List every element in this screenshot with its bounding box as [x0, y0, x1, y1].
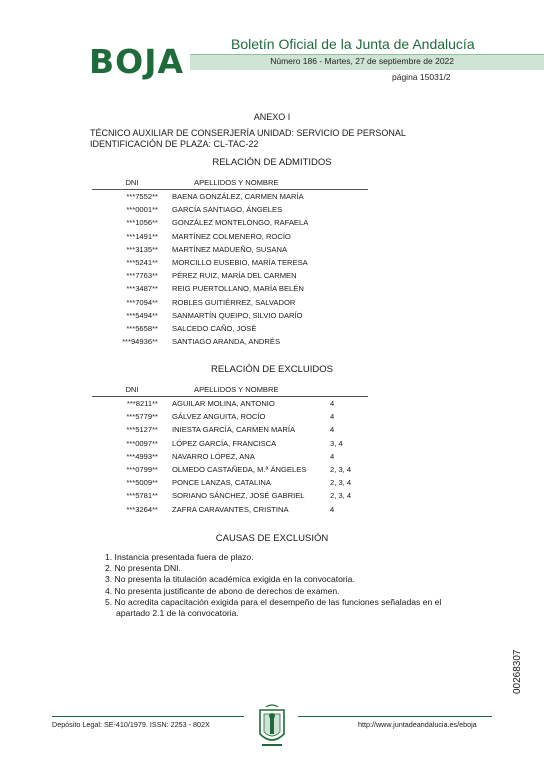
cause-codes-cell: 4 — [330, 451, 335, 461]
cause-item: 3. No presenta la titulación académica exigida en la convocatoria. — [105, 574, 355, 585]
table-row — [92, 335, 368, 348]
name-cell: MORCILLO EUSEBIO, MARÍA TERESA — [172, 258, 308, 268]
dni-cell: ***5494** — [126, 310, 158, 320]
cause-item: 4. No presenta justificante de abono de derechos de examen. — [105, 585, 340, 596]
admitted-title: RELACIÓN DE ADMITIDOS — [212, 157, 332, 168]
causes-header — [330, 385, 368, 397]
document-id: 00268307 — [512, 649, 523, 694]
admitted-header-row — [92, 178, 368, 190]
table-row — [92, 230, 368, 243]
name-cell: PONCE LANZAS, CATALINA — [172, 478, 271, 488]
table-row — [92, 282, 368, 295]
dni-cell: ***7094** — [126, 297, 158, 307]
cause-codes-cell: 4 — [330, 425, 335, 435]
name-cell: ROBLES GUITIÉRREZ, SALVADOR — [172, 297, 296, 307]
dni-cell: ***3487** — [126, 284, 158, 294]
name-cell: OLMEDO CASTAÑEDA, M.ª ÁNGELES — [172, 465, 307, 475]
dni-cell: ***0097** — [126, 438, 158, 448]
issue-line: Número 186 - Martes, 27 de septiembre de 2022 — [270, 56, 454, 66]
boja-logo: BOJA — [89, 42, 185, 81]
cause-item: 1. Instancia presentada fuera de plazo. — [105, 552, 254, 562]
footer-rule-left — [52, 716, 244, 717]
dni-cell: ***1056** — [126, 218, 158, 228]
table-row — [92, 309, 368, 322]
dni-cell: ***3264** — [126, 504, 158, 514]
table-row — [92, 503, 368, 516]
name-cell: INIESTA GARCÍA, CARMEN MARÍA — [172, 425, 296, 435]
table-row — [92, 450, 368, 463]
gazette-title: Boletín Oficial de la Junta de Andalucía — [231, 36, 475, 52]
name-cell: MARTÍNEZ COLMENERO, ROCÍO — [172, 231, 291, 241]
cause-codes-cell: 2, 3, 4 — [330, 465, 352, 475]
dni-cell: ***7763** — [126, 271, 158, 281]
table-row — [92, 437, 368, 450]
admitted-table — [92, 178, 368, 348]
cause-item: 5. No acredita capacitación exigida para el desempeño de las funciones señaladas en el apartado 2.1 de la convocatoria. — [105, 596, 442, 619]
name-cell: GONZÁLEZ MONTELONGO, RAFAELA — [172, 218, 309, 228]
dni-cell: ***0799** — [126, 465, 158, 475]
causes-title: CAUSAS DE EXCLUSIÓN — [215, 533, 329, 544]
cause-codes-cell: 4 — [330, 504, 335, 514]
name-cell: MARTÍNEZ MADUEÑO, SUSANA — [172, 244, 288, 254]
table-row — [92, 476, 368, 489]
name-cell: GARCÍA SANTIAGO, ÁNGELES — [172, 205, 283, 215]
position-title: TÉCNICO AUXILIAR DE CONSERJERÍA UNIDAD: SERVICIO DE PERSONAL IDENTIFICACIÓN DE PLAZA: CL-TAC-22 — [90, 128, 406, 149]
name-cell: BAENA GONZÁLEZ, CARMEN MARÍA — [172, 192, 304, 202]
excluded-header-row — [92, 385, 368, 397]
dni-cell: ***5779** — [126, 412, 158, 422]
dni-cell: ***1491** — [126, 231, 158, 241]
junta-andalucia-shield-icon — [256, 704, 288, 750]
footer-url[interactable]: http://www.juntadeandalucia.es/eboja — [358, 720, 477, 729]
name-header: APELLIDOS Y NOMBRE — [172, 178, 368, 190]
dni-cell: ***94936** — [122, 337, 158, 347]
cause-codes-cell: 3, 4 — [330, 438, 343, 448]
dni-cell: ***5781** — [126, 491, 158, 501]
name-header: APELLIDOS Y NOMBRE — [172, 385, 330, 397]
page-number: página 15031/2 — [392, 72, 451, 82]
name-cell: SANTIAGO ARANDA, ANDRÉS — [172, 337, 281, 347]
name-cell: REIG PUERTOLLANO, MARÍA BELÉN — [172, 284, 304, 294]
name-cell: SANMARTÍN QUEIPO, SILVIO DARÍO — [172, 310, 303, 320]
footer-rule-right — [298, 716, 492, 717]
dni-cell: ***5658** — [126, 323, 158, 333]
cause-codes-cell: 2, 3, 4 — [330, 478, 352, 488]
table-row — [92, 410, 368, 423]
table-row — [92, 397, 368, 411]
name-cell: GÁLVEZ ANGUITA, ROCÍO — [172, 412, 266, 422]
name-cell: NAVARRO LÓPEZ, ANA — [172, 451, 255, 461]
dni-cell: ***3135** — [126, 244, 158, 254]
table-row — [92, 296, 368, 309]
name-cell: SORIANO SÁNCHEZ, JOSÉ GABRIEL — [172, 491, 305, 501]
name-cell: AGUILAR MOLINA, ANTONIO — [172, 399, 275, 409]
table-row — [92, 256, 368, 269]
table-row — [92, 489, 368, 502]
cause-codes-cell: 4 — [330, 399, 335, 409]
table-row — [92, 322, 368, 335]
table-row — [92, 423, 368, 436]
causes-list — [105, 552, 465, 619]
dni-cell: ***0001** — [126, 205, 158, 215]
table-row — [92, 216, 368, 229]
name-cell: PÉREZ RUIZ, MARÍA DEL CARMEN — [172, 271, 297, 281]
dni-cell: ***7552** — [126, 192, 158, 202]
dni-header: DNI — [92, 178, 172, 190]
table-row — [92, 463, 368, 476]
table-row — [92, 190, 368, 204]
legal-deposit: Depósito Legal: SE-410/1979. ISSN: 2253 - 802X — [52, 720, 210, 729]
dni-cell: ***4993** — [126, 451, 158, 461]
dni-header: DNI — [92, 385, 172, 397]
cause-item: 2. No presenta DNI. — [105, 563, 181, 574]
excluded-table — [92, 385, 368, 516]
table-row — [92, 243, 368, 256]
annex-heading: ANEXO I — [253, 112, 291, 122]
cause-codes-cell: 4 — [330, 412, 335, 422]
dni-cell: ***5127** — [126, 425, 158, 435]
cause-codes-cell: 2, 3, 4 — [330, 491, 352, 501]
dni-cell: ***5009** — [126, 478, 158, 488]
dni-cell: ***8211** — [126, 399, 158, 409]
name-cell: LÓPEZ GARCÍA, FRANCISCA — [172, 438, 277, 448]
dni-cell: ***5241** — [126, 258, 158, 268]
name-cell: SALCEDO CAÑO, JOSÉ — [172, 323, 257, 333]
excluded-title: RELACIÓN DE EXCLUIDOS — [211, 364, 333, 375]
table-row — [92, 203, 368, 216]
name-cell: ZAFRA CARAVANTES, CRISTINA — [172, 504, 289, 514]
table-row — [92, 269, 368, 282]
